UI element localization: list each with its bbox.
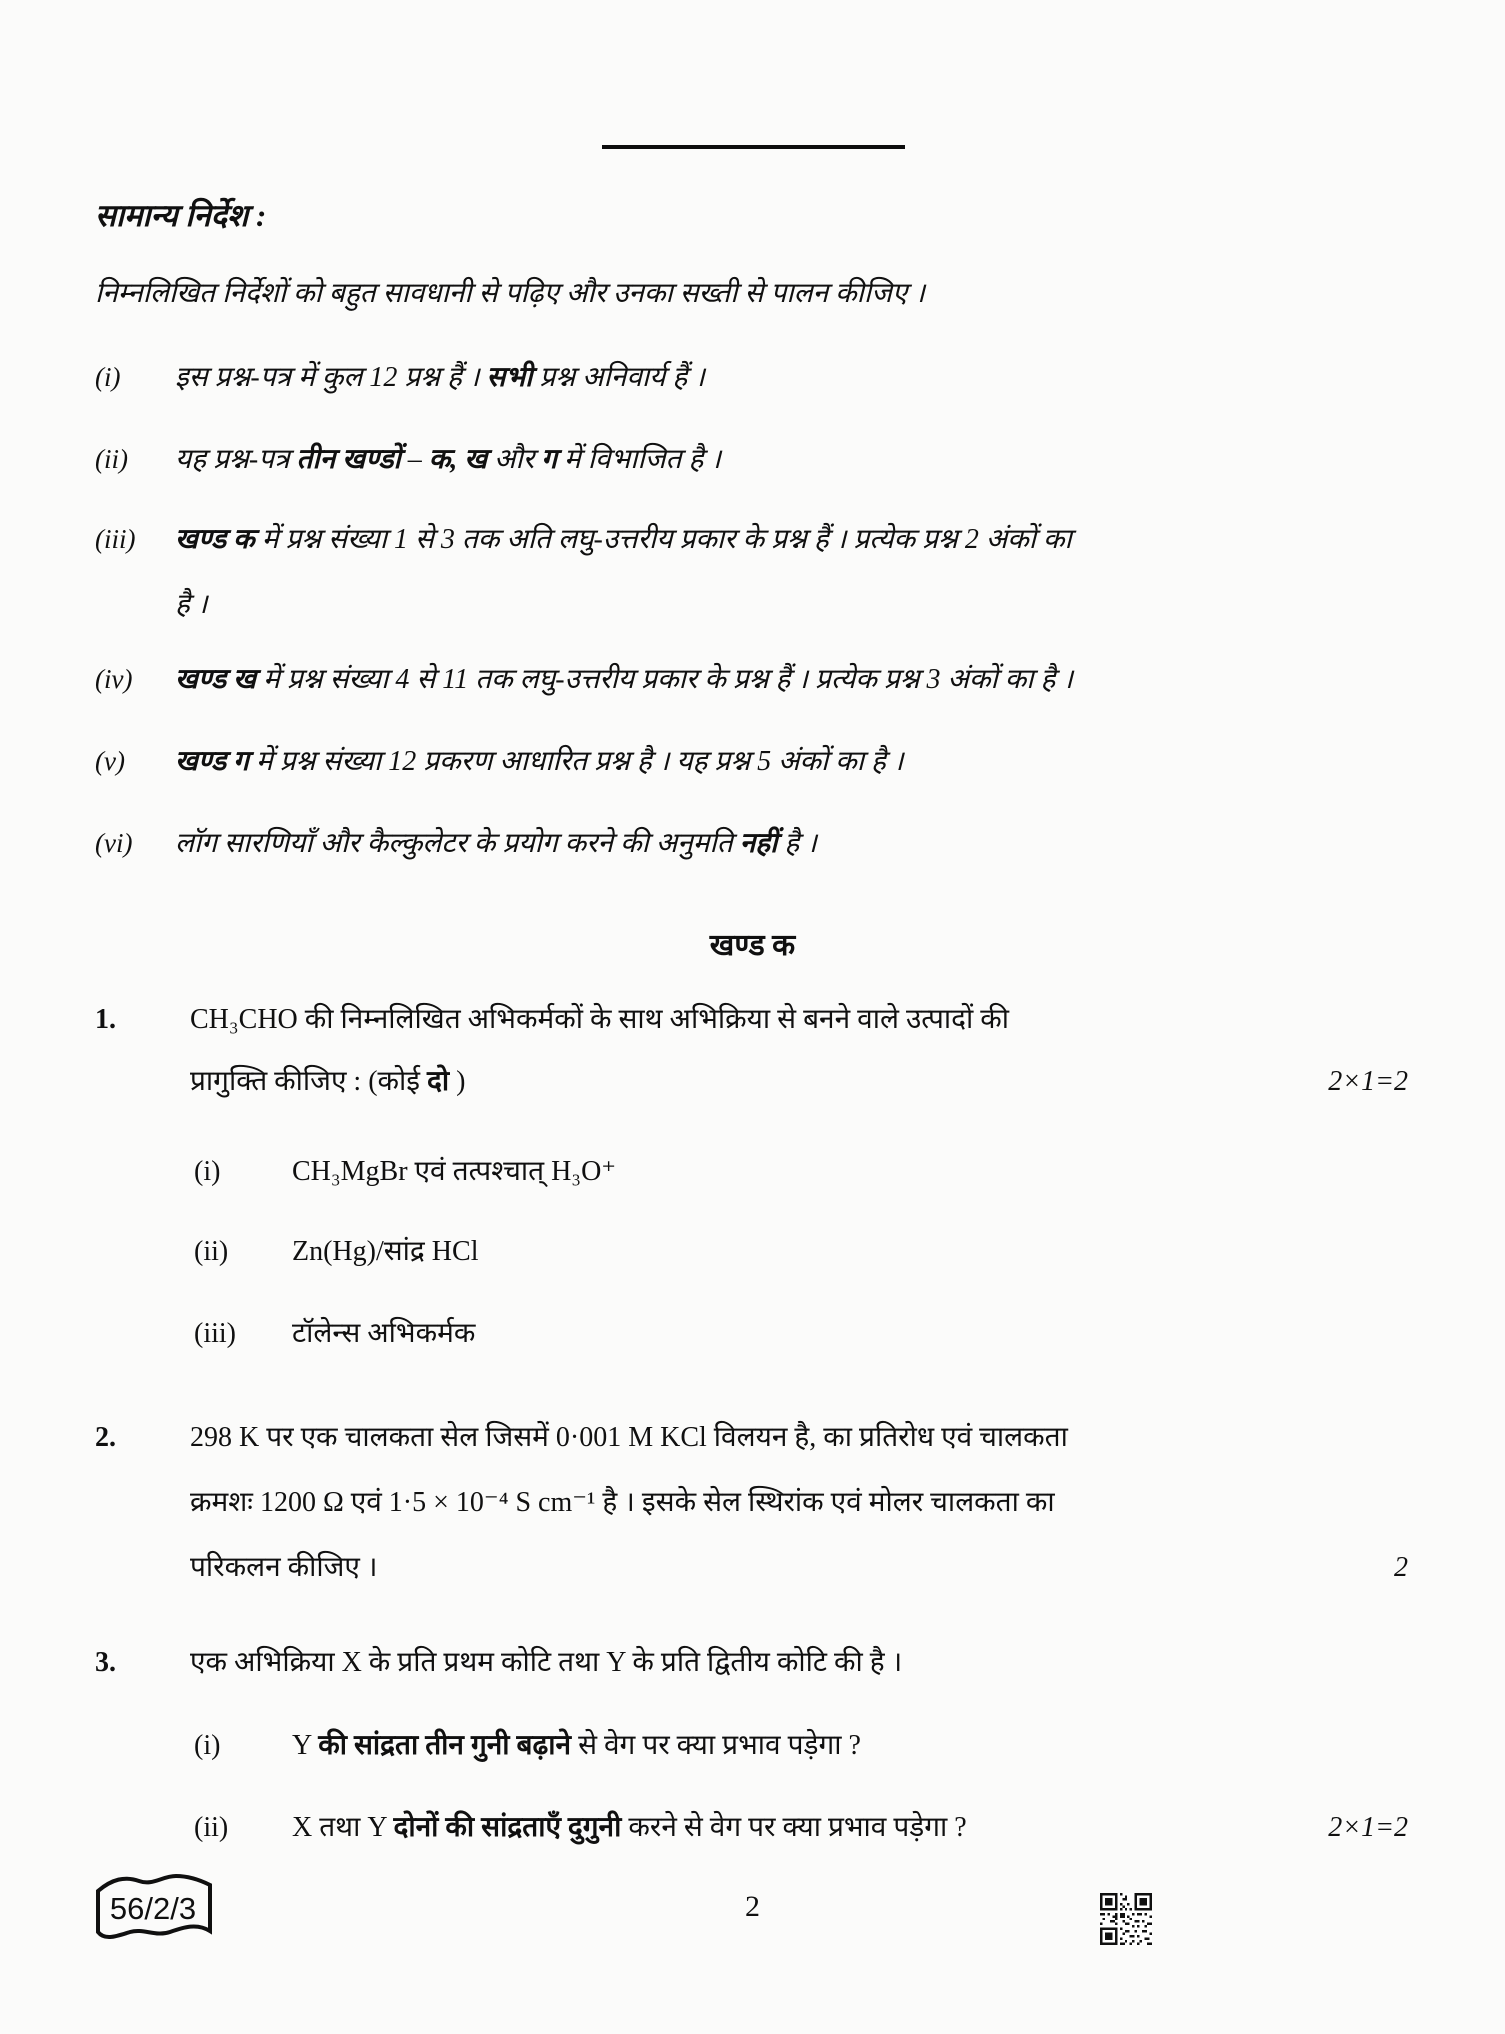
text-segment: X तथा Y xyxy=(292,1812,394,1843)
instruction-item-ii xyxy=(95,442,1408,478)
page-number: 2 xyxy=(745,1890,760,1923)
qr-code-image xyxy=(1100,1893,1152,1945)
sub-item-marker: (ii) xyxy=(194,1812,229,1843)
instruction-marker: (iv) xyxy=(95,664,133,694)
sub-item-marker: (iii) xyxy=(194,1318,236,1349)
text-segment-bold: क, ख xyxy=(428,444,488,475)
question-text: CH₃CHO की निम्नलिखित अभिकर्मकों के साथ अभिक्रिया से बनने वाले उत्पादों की xyxy=(190,1004,1010,1035)
question-1-sub-i xyxy=(95,1154,1408,1190)
text-segment: में प्रश्न संख्या 1 से 3 तक अति लघु-उत्तरीय प्रकार के प्रश्न हैं । प्रत्येक प्रश्न 2 अंकों का xyxy=(254,524,1072,555)
question-number: 1. xyxy=(95,1004,116,1035)
question-3-sub-i xyxy=(95,1728,1408,1764)
text-segment: प्रश्न अनिवार्य हैं । xyxy=(532,362,705,393)
instruction-marker: (vi) xyxy=(95,828,133,858)
text-segment: यह प्रश्न-पत्र xyxy=(175,444,297,475)
sub-item-marker: (i) xyxy=(194,1730,221,1761)
instruction-item-iv xyxy=(95,662,1408,698)
text-segment: में प्रश्न संख्या 4 से 11 तक लघु-उत्तरीय प्रकार के प्रश्न हैं । प्रत्येक प्रश्न 3 अंकों का है । xyxy=(256,664,1073,695)
general-instructions-heading: सामान्य निर्देश : xyxy=(95,198,267,233)
instruction-marker: (iii) xyxy=(95,524,136,554)
text-segment-bold: खण्ड ग xyxy=(175,746,249,777)
question-1-line-2 xyxy=(95,1064,1408,1100)
marks-label: 2 xyxy=(1394,1552,1408,1583)
text-segment: से वेग पर क्या प्रभाव पड़ेगा ? xyxy=(571,1730,861,1761)
text-segment: इस प्रश्न-पत्र में कुल 12 प्रश्न हैं । xyxy=(175,362,487,393)
text-segment: है । xyxy=(777,828,817,859)
text-segment-bold: ग xyxy=(541,444,558,475)
question-number: 2. xyxy=(95,1422,116,1453)
instruction-marker: (ii) xyxy=(95,444,128,474)
instruction-text xyxy=(175,360,705,396)
instruction-text xyxy=(175,744,904,780)
sub-item-marker: (i) xyxy=(194,1156,221,1187)
question-number: 3. xyxy=(95,1647,116,1678)
instruction-item-iii-wrap xyxy=(95,587,1408,623)
question-3-sub-ii xyxy=(95,1810,1408,1846)
sub-item-text xyxy=(292,1728,861,1764)
question-text: 298 K पर एक चालकता सेल जिसमें 0·001 M KCl विलयन है, का प्रतिरोध एवं चालकता xyxy=(190,1422,1068,1453)
instruction-item-v xyxy=(95,744,1408,780)
sub-item-text: CH₃MgBr एवं तत्पश्चात् H₃O⁺ xyxy=(292,1156,617,1187)
question-text: परिकलन कीजिए । xyxy=(190,1552,378,1583)
text-segment: ) xyxy=(449,1066,466,1097)
question-text: क्रमशः 1200 Ω एवं 1·5 × 10⁻⁴ S cm⁻¹ है । इसके सेल स्थिरांक एवं मोलर चालकता का xyxy=(190,1487,1055,1518)
text-segment: करने से वेग पर क्या प्रभाव पड़ेगा ? xyxy=(621,1812,967,1843)
text-segment: और xyxy=(487,444,542,475)
text-segment: में प्रश्न संख्या 12 प्रकरण आधारित प्रश्न है । यह प्रश्न 5 अंकों का है । xyxy=(248,746,904,777)
instruction-marker: (v) xyxy=(95,746,125,776)
instruction-text: है । xyxy=(175,589,208,620)
section-heading: खण्ड क xyxy=(709,929,796,962)
text-segment-bold: दोनों की सांद्रताएँ दुगुनी xyxy=(393,1812,622,1843)
instruction-text xyxy=(175,522,1072,558)
instruction-text xyxy=(175,826,817,862)
instruction-item-i xyxy=(95,360,1408,396)
instruction-marker: (i) xyxy=(95,362,121,392)
instruction-item-vi xyxy=(95,826,1408,862)
qr-code xyxy=(1100,1893,1152,1953)
text-segment-bold: दो xyxy=(427,1066,450,1097)
instruction-text xyxy=(175,662,1073,698)
question-text: एक अभिक्रिया X के प्रति प्रथम कोटि तथा Y के प्रति द्वितीय कोटि की है । xyxy=(190,1647,903,1678)
question-1-line-1 xyxy=(95,1002,1408,1038)
question-3-line-1 xyxy=(95,1645,1408,1681)
text-segment: में विभाजित है । xyxy=(557,444,721,475)
instruction-item-iii xyxy=(95,522,1408,558)
instruction-text xyxy=(175,442,721,478)
text-segment-bold: तीन खण्डों xyxy=(296,444,401,475)
header-rule xyxy=(602,145,905,149)
question-1-sub-ii xyxy=(95,1234,1408,1270)
text-segment: प्रागुक्ति कीजिए : (कोई xyxy=(190,1066,428,1097)
paper-code: 56/2/3 xyxy=(109,1891,197,1926)
question-2-line-2 xyxy=(95,1485,1408,1521)
text-segment-bold: खण्ड क xyxy=(175,524,255,555)
question-2-line-1 xyxy=(95,1420,1408,1456)
sub-item-marker: (ii) xyxy=(194,1236,229,1267)
question-2-line-3 xyxy=(95,1550,1408,1586)
text-segment: – xyxy=(400,444,429,475)
sub-item-text: टॉलेन्स अभिकर्मक xyxy=(292,1318,476,1349)
sub-item-text xyxy=(292,1810,967,1846)
instructions-intro: निम्नलिखित निर्देशों को बहुत सावधानी से पढ़िए और उनका सख्ती से पालन कीजिए । xyxy=(95,278,926,309)
text-segment-bold: की सांद्रता तीन गुनी बढ़ाने xyxy=(318,1730,572,1761)
text-segment-bold: नहीं xyxy=(739,828,778,859)
sub-item-text: Zn(Hg)/सांद्र HCl xyxy=(292,1236,479,1267)
marks-label: 2×1=2 xyxy=(1328,1812,1408,1843)
text-segment: Y xyxy=(292,1730,319,1761)
text-segment: लॉग सारणियाँ और कैल्कुलेटर के प्रयोग करने की अनुमति xyxy=(175,828,740,859)
question-text xyxy=(190,1064,466,1100)
question-1-sub-iii xyxy=(95,1316,1408,1352)
text-segment-bold: खण्ड ख xyxy=(175,664,257,695)
marks-label: 2×1=2 xyxy=(1328,1066,1408,1097)
text-segment-bold: सभी xyxy=(486,362,533,393)
